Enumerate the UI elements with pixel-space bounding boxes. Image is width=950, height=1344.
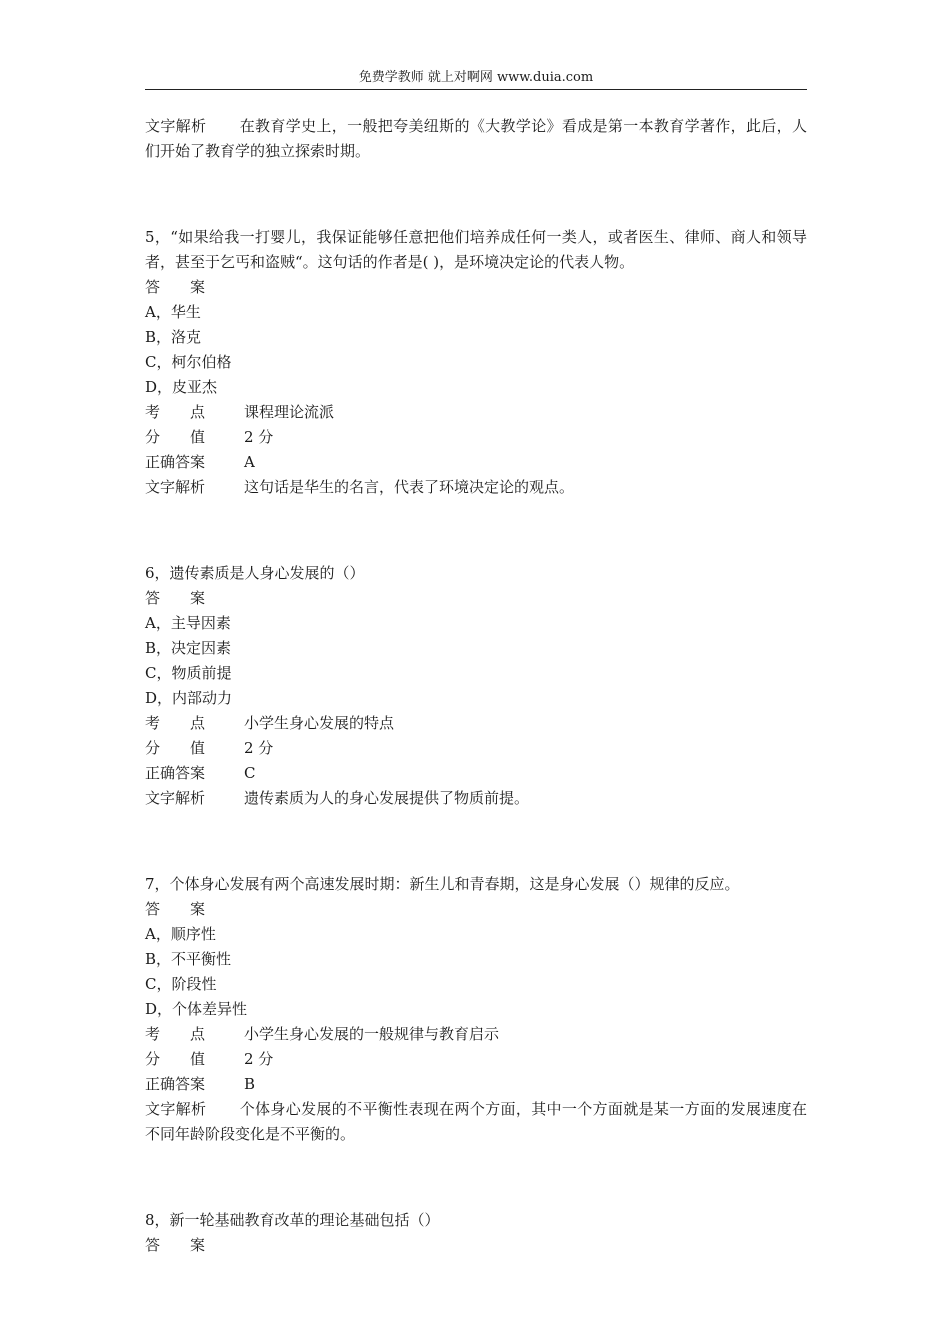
fenzhi-row: [145, 425, 807, 450]
kaodian-value: 课程理论流派: [244, 403, 335, 421]
option-d: D，皮亚杰: [145, 378, 218, 396]
analysis-row: [145, 475, 807, 500]
kaodian-label: 考 点: [145, 1025, 206, 1043]
fenzhi-value: 2 分: [244, 739, 274, 757]
kaodian-label: 考 点: [145, 403, 206, 421]
option-c: C，阶段性: [145, 975, 217, 993]
correct-value: B: [244, 1075, 256, 1093]
option-c: C，物质前提: [145, 664, 232, 682]
option-a: A，主导因素: [145, 614, 231, 632]
correct-label: 正确答案: [145, 764, 206, 782]
kaodian-value: 小学生身心发展的特点: [244, 714, 395, 732]
question-stem: 5，“如果给我一打婴儿，我保证能够任意把他们培养成任何一类人，或者医生、律师、商人和领导者，甚至于乞丐和盗贼“。这句话的作者是( )，是环境决定论的代表人物。: [145, 228, 807, 271]
analysis-row: [145, 1097, 807, 1147]
correct-row: [145, 450, 807, 475]
question-stem: 7，个体身心发展有两个高速发展时期：新生儿和青春期，这是身心发展（）规律的反应。: [145, 875, 740, 893]
question-7: [145, 872, 807, 1147]
option-a: A，顺序性: [145, 925, 216, 943]
question-stem: 6，遗传素质是人身心发展的（）: [145, 564, 365, 582]
analysis-text: 这句话是华生的名言，代表了环境决定论的观点。: [244, 478, 575, 496]
page-header: 免费学教师 就上对啊网 www.duia.com: [145, 68, 807, 90]
kaodian-value: 小学生身心发展的一般规律与教育启示: [244, 1025, 500, 1043]
option-c: C，柯尔伯格: [145, 353, 232, 371]
analysis-label: 文字解析: [145, 478, 206, 496]
analysis-text: 在教育学史上，一般把夸美纽斯的《大教学论》看成是第一本教育学著作，此后，人们开始了教育学的独立探索时期。: [145, 117, 807, 160]
fenzhi-row: [145, 736, 807, 761]
option-b: B，洛克: [145, 328, 202, 346]
fenzhi-label: 分 值: [145, 428, 206, 446]
analysis-label: 文字解析: [145, 117, 207, 135]
option-d: D，个体差异性: [145, 1000, 248, 1018]
answer-label: 答 案: [145, 278, 206, 296]
question-stem: 8，新一轮基础教育改革的理论基础包括（）: [145, 1211, 440, 1229]
question-8: [145, 1208, 807, 1258]
kaodian-row: [145, 711, 807, 736]
correct-value: C: [244, 764, 256, 782]
analysis-row: [145, 786, 807, 811]
option-b: B，不平衡性: [145, 950, 232, 968]
analysis-label: 文字解析: [145, 1100, 207, 1118]
correct-label: 正确答案: [145, 1075, 206, 1093]
fenzhi-value: 2 分: [244, 428, 274, 446]
option-b: B，决定因素: [145, 639, 232, 657]
page-content: [145, 114, 807, 1258]
analysis-text: 遗传素质为人的身心发展提供了物质前提。: [244, 789, 530, 807]
question-6: [145, 561, 807, 811]
correct-row: [145, 761, 807, 786]
top-analysis: [145, 114, 807, 164]
option-d: D，内部动力: [145, 689, 233, 707]
kaodian-label: 考 点: [145, 714, 206, 732]
kaodian-row: [145, 400, 807, 425]
correct-value: A: [244, 453, 255, 471]
fenzhi-row: [145, 1047, 807, 1072]
fenzhi-value: 2 分: [244, 1050, 274, 1068]
fenzhi-label: 分 值: [145, 1050, 206, 1068]
correct-row: [145, 1072, 807, 1097]
question-5: [145, 225, 807, 500]
answer-label: 答 案: [145, 589, 206, 607]
analysis-text: 个体身心发展的不平衡性表现在两个方面，其中一个方面就是某一方面的发展速度在不同年龄阶段变化是不平衡的。: [145, 1100, 807, 1143]
answer-label: 答 案: [145, 900, 206, 918]
fenzhi-label: 分 值: [145, 739, 206, 757]
analysis-label: 文字解析: [145, 789, 206, 807]
option-a: A，华生: [145, 303, 201, 321]
correct-label: 正确答案: [145, 453, 206, 471]
kaodian-row: [145, 1022, 807, 1047]
answer-label: 答 案: [145, 1236, 206, 1254]
